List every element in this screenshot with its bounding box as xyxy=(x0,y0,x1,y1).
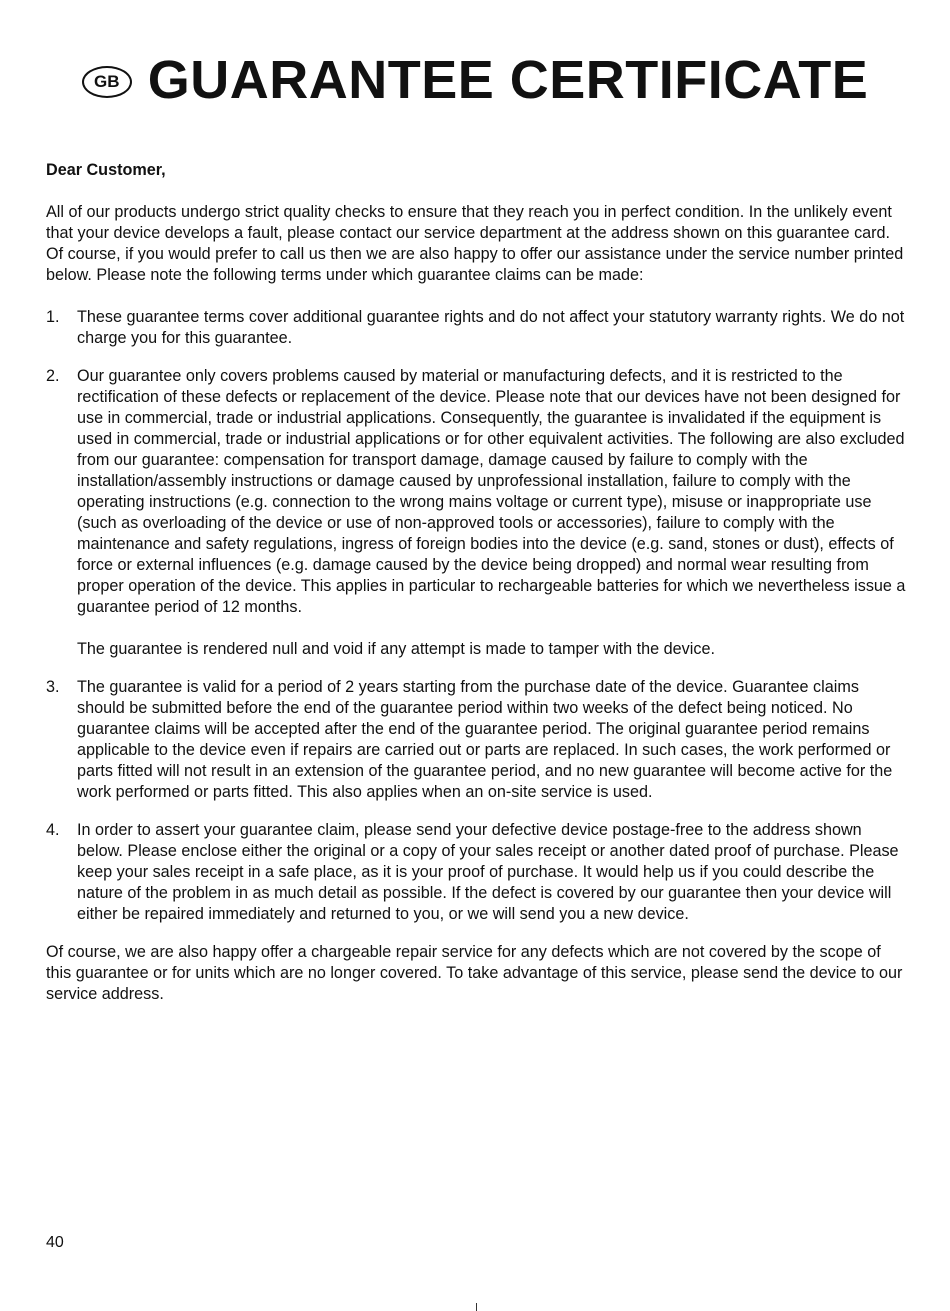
term-paragraph: Our guarantee only covers problems caused by material or manufacturing defects, and it is restricted to the rectification of these defects or replacement of the device. Please note that our devices have not been designed for use in commercial, trade or industrial applications. Consequently, the guarantee is invalidated if the equipment is used in commercial, trade or industrial applications or for other equivalent activities. The following are also excluded from our guarantee: compensation for transport damage, damage caused by failure to comply with the installation/assembly instructions or damage caused by unprofessional installation, failure to comply with the operating instructions (e.g. connection to the wrong mains voltage or current type), misuse or inappropriate use (such as overloading of the device or use of non-approved tools or accessories), failure to comply with the maintenance and safety regulations, ingress of foreign bodies into the device (e.g. sand, stones or dust), effects of force or external influences (e.g. damage caused by the device being dropped) and normal wear resulting from proper operation of the device. This applies in particular to rechargeable batteries for which we nevertheless issue a guarantee period of 12 months. xyxy=(77,367,906,616)
term-paragraph: The guarantee is rendered null and void if any attempt is made to tamper with the device. xyxy=(77,640,715,658)
closing-paragraph: Of course, we are also happy offer a chargeable repair service for any defects which are not covered by the scope of this guarantee or for units which are no longer covered. To take advantage of this service, please send the device to our service address. xyxy=(46,943,903,1003)
page-number: 40 xyxy=(46,1234,64,1251)
document-body xyxy=(46,160,908,1026)
term-paragraph: The guarantee is valid for a period of 2 years starting from the purchase date of the device. Guarantee claims should be submitted before the end of the guarantee period within two weeks of the defect being noticed. No guarantee claims will be accepted after the end of the guarantee period. The original guarantee period remains applicable to the device even if repairs are carried out or parts are replaced. In such cases, the work performed or parts fitted will not result in an extension of the guarantee period, and no new guarantee will become active for the work performed or parts fitted. This also applies when an on-site service is used. xyxy=(77,678,893,801)
term-number: 1. xyxy=(46,308,60,326)
page-header xyxy=(0,50,950,110)
term-paragraph: These guarantee terms cover additional guarantee rights and do not affect your statutory warranty rights. We do not charge you for this guarantee. xyxy=(77,308,905,347)
term-item-2 xyxy=(46,366,908,660)
crop-mark xyxy=(476,1303,477,1311)
country-code-badge: GB xyxy=(82,66,132,98)
term-number: 2. xyxy=(46,367,60,385)
term-item-3 xyxy=(46,677,908,803)
term-item-1 xyxy=(46,307,908,349)
page-title: GUARANTEE CERTIFICATE xyxy=(147,50,869,110)
terms-list xyxy=(46,307,908,925)
term-item-4 xyxy=(46,820,908,925)
term-number: 4. xyxy=(46,821,60,839)
term-number: 3. xyxy=(46,678,60,696)
term-paragraph: In order to assert your guarantee claim, please send your defective device postage-free to the address shown below. Please enclose either the original or a copy of your sales receipt or another dated proof of purchase. Please keep your sales receipt in a safe place, as it is your proof of purchase. It would help us if you could describe the nature of the problem in as much detail as possible. If the defect is covered by our guarantee then your device will either be repaired immediately and returned to you, or we will send you a new device. xyxy=(77,821,899,923)
intro-paragraph: All of our products undergo strict quality checks to ensure that they reach you in perfect condition. In the unlikely event that your device develops a fault, please contact our service department at the address shown on this guarantee card. Of course, if you would prefer to call us then we are also happy to offer our assistance under the service number printed below. Please note the following terms under which guarantee claims can be made: xyxy=(46,203,904,284)
salutation: Dear Customer, xyxy=(46,161,166,179)
